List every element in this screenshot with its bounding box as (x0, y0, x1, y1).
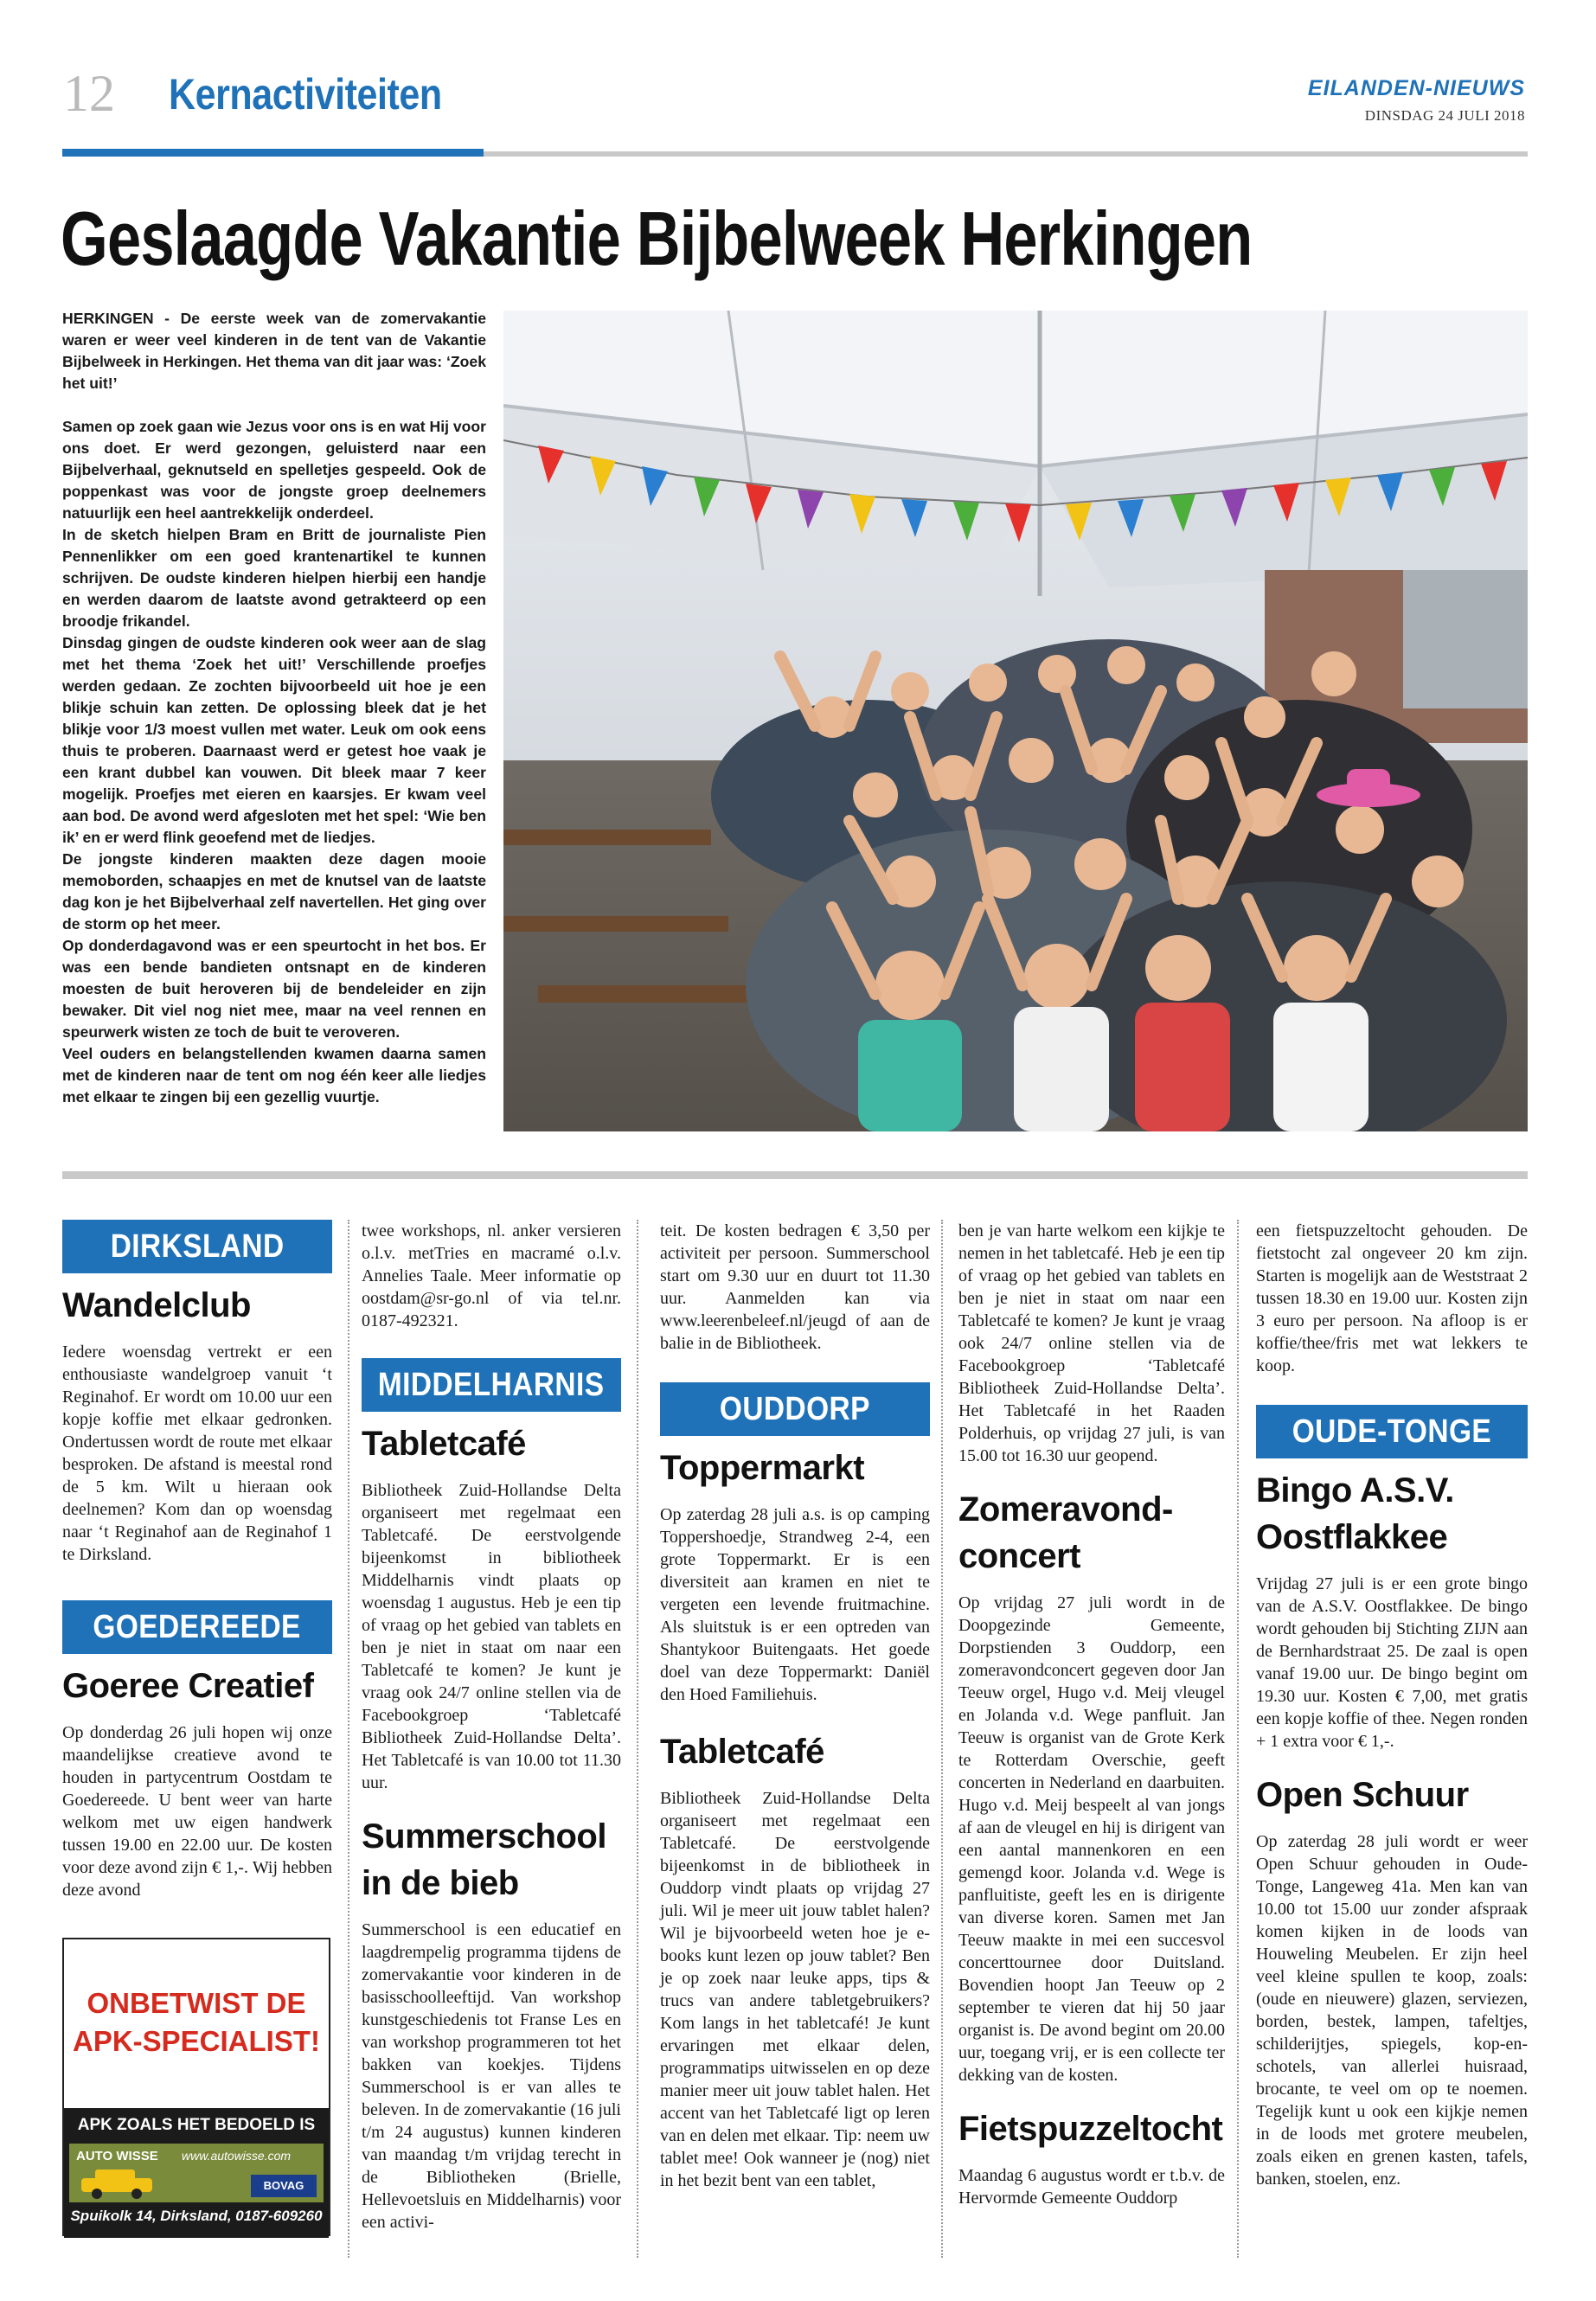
ad-brand: AUTO WISSE (76, 2149, 158, 2163)
car-icon (78, 2168, 156, 2199)
lead-paragraph: Veel ouders en belangstellenden kwamen daarna samen met de kinderen naar de tent om nog één keer alle liedjes met elkaar te zingen bij een gezellig vuurtje. (62, 1045, 486, 1106)
article-title: Summerschool in de bieb (362, 1817, 606, 1902)
ad-logo-strip (69, 2144, 324, 2202)
place-label-middelharnis: MIDDELHARNIS (362, 1358, 621, 1412)
article-title: Toppermarkt (660, 1449, 865, 1487)
column-2 (362, 1220, 621, 2234)
article-title: Wandelclub (62, 1286, 251, 1324)
header-rule (484, 151, 1528, 157)
article-title: Open Schuur (1256, 1776, 1469, 1814)
issue-date: DINSDAG 24 JULI 2018 (1364, 107, 1525, 124)
article-title: Bingo A.S.V. Oostflakkee (1256, 1471, 1454, 1556)
article-title: Fietspuzzeltocht (958, 2110, 1223, 2148)
article-body: een fietspuzzeltocht gehouden. De fietstocht zal ongeveer 20 km zijn. Starten is mogelijk aan de Weststraat 2 tussen 18.30 en 19.00 uur. Kosten zijn 3 euro per persoon. Na afloop is er koffie/thee/fris met wat lekkers te koop. (1256, 1221, 1528, 1375)
article-body: Summerschool is een educatief en laagdrempelig programma tijdens de zomervakantie voor kinderen in de basisschoolleeftijd. Van workshop kunstgeschiedenis tot Franse Les en van workshop programmeren tot het bakken van koekjes. Tijdens Summerschool is er van alles te beleven. In de zomervakantie (16 juli t/m 24 augustus) kunnen kinderen van maandag t/m vrijdag terecht in de Bibliotheken (Brielle, Hellevoetsluis en Middelharnis) voor een activi- (362, 1920, 621, 2232)
column-divider (941, 1220, 943, 2258)
lead-paragraph: De jongste kinderen maakten deze dagen mooie memoborden, schaapjes en met de knutsel van de laatste dag kon je het Bijbelverhaal zelf navertellen. Het ging over de storm op het meer. (62, 850, 486, 933)
lead-paragraph: Dinsdag gingen de oudste kinderen ook weer aan de slag met het thema ‘Zoek het uit!’ Verschillende proefjes werden gedaan. Ze zochten bijvoorbeeld uit hoe je een blikje schuin kan zetten. De oplossing bleek dat je het blikje voor 1/3 moest vullen met water. Leuk om ook eens thuis te proberen. Daarnaast werd er getest hoe vaak je een krant dubbel kan vouwen. Dit bleek maar 7 keer mogelijk. Proefjes met eieren en kaarsjes. Er kwam veel aan bod. De avond werd afgesloten met het spel: ‘Wie ben ik’ en er werd flink geoefend met de liedjes. (62, 634, 486, 846)
ad-url: www.autowisse.com (182, 2149, 292, 2163)
place-label-dirksland: DIRKSLAND (62, 1220, 332, 1273)
article-body: Op donderdag 26 juli hopen wij onze maandelijkse creatieve avond te houden in partycentrum Oostdam te Goedereede. U bent weer van harte welkom met uw eigen handwerk tussen 19.00 en 22.00 uur. De kosten voor deze avond zijn € 1,-. Wij hebben deze avond (62, 1723, 332, 1900)
article-photo (503, 311, 1528, 1131)
article-body: twee workshops, nl. anker versieren o.l.v. metTries en macramé o.l.v. Annelies Taale. Meer informatie op oostdam@sr-go.nl of via tel.nr. 0187-492321. (362, 1221, 621, 1330)
ad-address: Spuikolk 14, Dirksland, 0187-609260 (70, 2208, 323, 2224)
lead-paragraph: Op donderdagavond was er een speurtocht in het bos. Er was een bende bandieten ontsnapt en de kinderen moesten de buit heroveren bij de bendeleider en zijn bewaker. Dit viel nog niet mee, maar na veel rennen en speurwerk wisten ze toch de buit te veroveren. (62, 937, 486, 1041)
column-divider (637, 1220, 638, 2258)
section-title: Kernactiviteiten (169, 70, 442, 119)
ad-headline: ONBETWIST DE (87, 1987, 306, 2019)
article-body: Bibliotheek Zuid-Hollandse Delta organiseert met regelmaat een Tabletcafé. De eerstvolgende bijeenkomst in bibliotheek Middelharnis vindt plaats op woensdag 1 augustus. Heb je een tip of vraag op het gebied van tablets en ben je niet in staat om naar een Tabletcafé te komen? Je kunt je vraag ook 24/7 online stellen via de Facebookgroep ‘Tabletcafé Bibliotheek Zuid-Hollandse Delta’. Het Tabletcafé is van 10.00 tot 11.30 uur. (362, 1481, 621, 1792)
section-divider (62, 1171, 1528, 1179)
column-3 (660, 1220, 930, 2192)
apk-advertisement[interactable] (62, 1938, 330, 2236)
lead-article (62, 308, 486, 1108)
place-label-ouddorp: OUDDORP (660, 1382, 930, 1436)
column-1 (62, 1220, 332, 1901)
article-body: Bibliotheek Zuid-Hollandse Delta organiseert met regelmaat een Tabletcafé. De eerstvolgende bijeenkomst in de bibliotheek in Ouddorp vindt plaats op vrijdag 27 juli. Wil je meer uit jouw tablet halen? Wil je bijvoorbeeld weten hoe je e-books kunt lezen op jouw tablet? Ben je op zoek naar leuke apps, tips & trucs van andere tabletgebruikers? Kom langs in het tabletcafé! Je kunt ervaringen met elkaar delen, programmatips uitwisselen en op deze manier meer uit jouw tablet halen. Het accent van het Tabletcafé ligt op leren van en delen met elkaar. Tip: neem uw tablet mee! Ook wanneer je (nog) niet in het bezit bent van een tablet, (660, 1789, 930, 2190)
ad-tagline: APK ZOALS HET BEDOELD IS (77, 2116, 316, 2134)
bovag-badge: BOVAG (251, 2175, 317, 2197)
lead-paragraph: In de sketch hielpen Bram en Britt de journaliste Pien Pennenlikker om een goed krantenartikel te kunnen schrijven. De oudste kinderen hielpen hierbij een handje en werden daarom de laatste avond getrakteerd op een broodje frikandel. (62, 526, 486, 630)
column-divider (348, 1220, 349, 2258)
place-label-goedereede: GOEDEREEDE (62, 1600, 332, 1654)
column-5 (1256, 1220, 1528, 2190)
article-body: ben je van harte welkom een kijkje te nemen in het tabletcafé. Heb je een tip of vraag op het gebied van tablets en ben je niet in staat om naar een Tabletcafé te komen? Je kunt je vraag ook 24/7 online stellen via de Facebookgroep ‘Tabletcafé Bibliotheek Zuid-Hollandse Delta’. Het Tabletcafé in het Raaden Polderhuis, op vrijdag 27 juli, is van 15.00 tot 16.30 uur geopend. (958, 1221, 1225, 1465)
article-title-line: Zomeravond- (958, 1490, 1173, 1529)
lead-intro: HERKINGEN - De eerste week van de zomervakantie waren er weer veel kinderen in de tent van de Vakantie Bijbelweek in Herkingen. Het thema van dit jaar was: ‘Zoek het uit!’ (62, 310, 486, 392)
article-title (958, 1486, 1225, 1580)
article-body: Vrijdag 27 juli is er een grote bingo van de A.S.V. Oostflakkee. De bingo wordt gehouden bij Stichting ZIJN aan de Bernhardstraat 25. De zaal is open vanaf 19.00 uur. De bingo begint om 19.30 uur. Kosten € 7,00, met gratis een kopje koffie of thee. Negen ronden + 1 extra voor € 1,-. (1256, 1574, 1528, 1751)
column-4 (958, 1220, 1225, 2209)
article-body: Iedere woensdag vertrekt er een enthousiaste wandelgroep vanuit ‘t Reginahof. Er wordt om 10.00 uur een kopje koffie met elkaar gedronken. Ondertussen wordt de route met elkaar besproken. De afstand is meestal rond de 5 km. Wilt u hieraan ook deelnemen? Kom dan op woensdag naar ‘t Reginahof aan de Reginahof 1 te Dirksland. (62, 1343, 332, 1564)
article-body: Maandag 6 augustus wordt er t.b.v. de Hervormde Gemeente Ouddorp (958, 2166, 1225, 2208)
page-headline: Geslaagde Vakantie Bijbelweek Herkingen (61, 195, 1253, 281)
place-label-oude-tonge: OUDE-TONGE (1256, 1405, 1528, 1458)
article-body: teit. De kosten bedragen € 3,50 per activiteit per persoon. Summerschool start om 9.30 uur en duurt tot 11.30 uur. Aanmelden kan via www.leerenbeleef.nl/jeugd of aan de balie in de Bibliotheek. (660, 1221, 930, 1353)
article-title: Tabletcafé (362, 1425, 526, 1463)
lead-paragraph: Samen op zoek gaan wie Jezus voor ons is en wat Hij voor ons doet. Er werd gezongen, geluisterd naar een Bijbelverhaal, geknutseld en spelletjes gespeeld. Ook de poppenkast was voor de jongste groep deelnemers natuurlijk een heel aantrekkelijk onderdeel. (62, 418, 486, 522)
newspaper-logo: EILANDEN-NIEUWS (1307, 76, 1525, 100)
article-title: Tabletcafé (660, 1733, 824, 1771)
article-body: Op zaterdag 28 juli a.s. is op camping Toppershoedje, Strandweg 2-4, een grote Toppermarkt. Er is een diversiteit aan kramen en niet te vergeten een levende fruitmachine. Als sluitstuk is er een optreden van Shantykoor Buitengaats. Het goede doel van deze Toppermarkt: Daniël den Hoed Familiehuis. (660, 1505, 930, 1704)
column-divider (1237, 1220, 1239, 2258)
article-title-line: concert (958, 1537, 1080, 1575)
article-title: Goeree Creatief (62, 1667, 314, 1705)
ad-headline: APK-SPECIALIST! (72, 2025, 320, 2057)
article-body: Op vrijdag 27 juli wordt in de Doopgezinde Gemeente, Dorpstienden 3 Ouddorp, een zomeravondconcert gegeven door Jan Teeuw orgel, Hugo v.d. Meij vleugel en Jolanda v.d. Wege panfluit. Jan Teeuw is organist van de Grote Kerk te Rotterdam Overschie, geeft concerten in Nederland en daarbuiten. Hugo v.d. Meij bespeelt al van jongs af aan de vleugel en hij is dirigent van een aantal mannenkoren en een gemengd koor. Jolanda v.d. Wege is panfluitiste, geeft les en is dirigente van diverse koren. Samen met Jan Teeuw maakte in mei een succesvol concerttournee door Duitsland. Bovendien hoopt Jan Teeuw op 2 september te vieren dat hij 50 jaar organist is. De avond begint om 20.00 uur, toegang vrij, er is een collecte ter dekking van de kosten. (958, 1593, 1225, 2085)
page-number: 12 (63, 65, 115, 122)
header-rule-accent (62, 149, 484, 157)
article-body: Op zaterdag 28 juli wordt er weer Open Schuur gehouden in Oude-Tonge, Langeweg 41a. Men kan van 10.00 tot 15.00 uur zonder afspraak komen kijken in de loods van Houweling Meubelen. Er zijn heel veel kleine spullen te koop, zoals: (oude en nieuwere) glazen, serviezen, borden, bestek, lampen, tafeltjes, schilderijtjes, spiegels, kop-en-schotels, van allerlei huisraad, brocante, te veel om op te noemen. Tegelijk kunt u ook een kijkje nemen in de loods met grotere meubelen, zoals eiken en grenen kasten, tafels, banken, stoelen, enz. (1256, 1832, 1528, 2189)
